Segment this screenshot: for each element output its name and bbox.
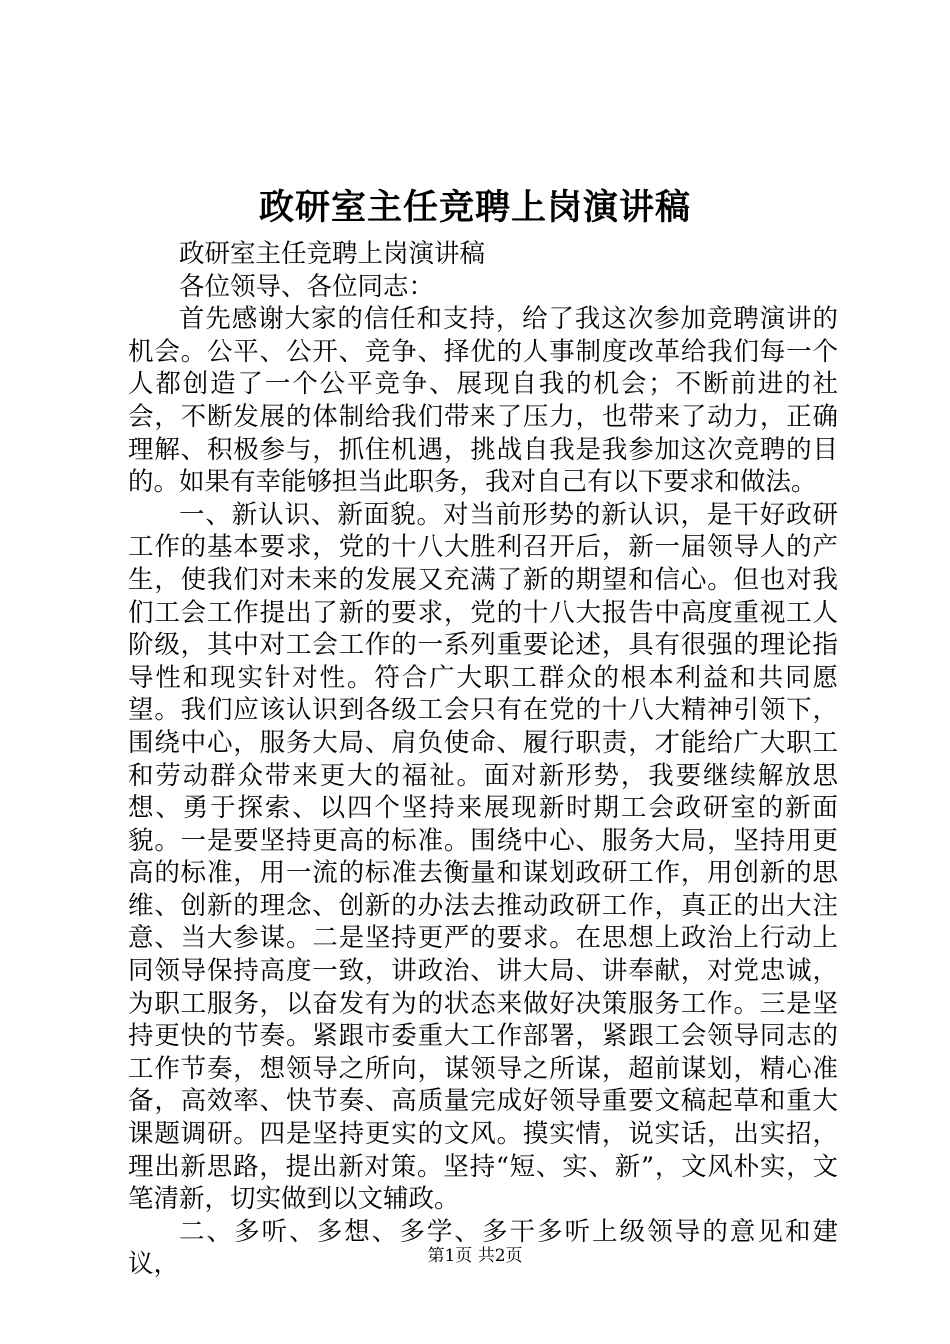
page-footer: 第1页 共2页 — [427, 1246, 523, 1266]
paragraph-section-one: 一、新认识、新面貌。对当前形势的新认识，是干好政研工作的基本要求，党的十八大胜利召开后，新一届领导人的产生，使我们对未来的发展又充满了新的期望和信心。但也对我们工会工作提出了新的要求，党的十八大报告中高度重视工人阶级，其中对工会工作的一系列重要论述，具有很强的理论指导性和现实针对性。符合广大职工群众的根本利益和共同愿望。我们应该认识到各级工会只有在党的十八大精神引领下，围绕中心，服务大局、肩负使命、履行职责，才能给广大职工和劳动群众带来更大的福祉。面对新形势，我要继续解放思想、勇于探索、以四个坚持来展现新时期工会政研室的新面貌。一是要坚持更高的标准。围绕中心、服务大局，坚持用更高的标准，用一流的标准去衡量和谋划政研工作，用创新的思维、创新的理念、创新的办法去推动政研工作，真正的出大注意、当大参谋。二是坚持更严的要求。在思想上政治上行动上同领导保持高度一致，讲政治、讲大局、讲奉献，对党忠诚，为职工服务，以奋发有为的状态来做好决策服务工作。三是坚持更快的节奏。紧跟市委重大工作部署，紧跟工会领导同志的工作节奏，想领导之所向，谋领导之所谋，超前谋划，精心准备，高效率、快节奏、高质量完成好领导重要文稿起草和重大课题调研。四是坚持更实的文风。摸实情，说实话，出实招，理出新思路，提出新对策。坚持“短、实、新”，文风朴实，文笔清新，切实做到以文辅政。 — [128, 499, 838, 1215]
paragraph-subtitle: 政研室主任竞聘上岗演讲稿 — [179, 239, 486, 269]
document-title: 政研室主任竞聘上岗演讲稿 — [258, 187, 691, 228]
paragraph-salutation: 各位领导、各位同志： — [179, 271, 435, 302]
paragraph-intro: 首先感谢大家的信任和支持，给了我这次参加竞聘演讲的机会。公平、公开、竞争、择优的人事制度改革给我们每一个人都创造了一个公平竞争、展现自我的机会；不断前进的社会，不断发展的体制给我们带来了压力，也带来了动力，正确理解、积极参与，抓住机遇，挑战自我是我参加这次竞聘的目的。如果有幸能够担当此职务，我对自己有以下要求和做法。 — [128, 304, 838, 498]
document-body — [128, 238, 838, 1281]
paragraph-section-two: 二、多听、多想、多学、多干多听上级领导的意见和建议， — [128, 1216, 838, 1280]
